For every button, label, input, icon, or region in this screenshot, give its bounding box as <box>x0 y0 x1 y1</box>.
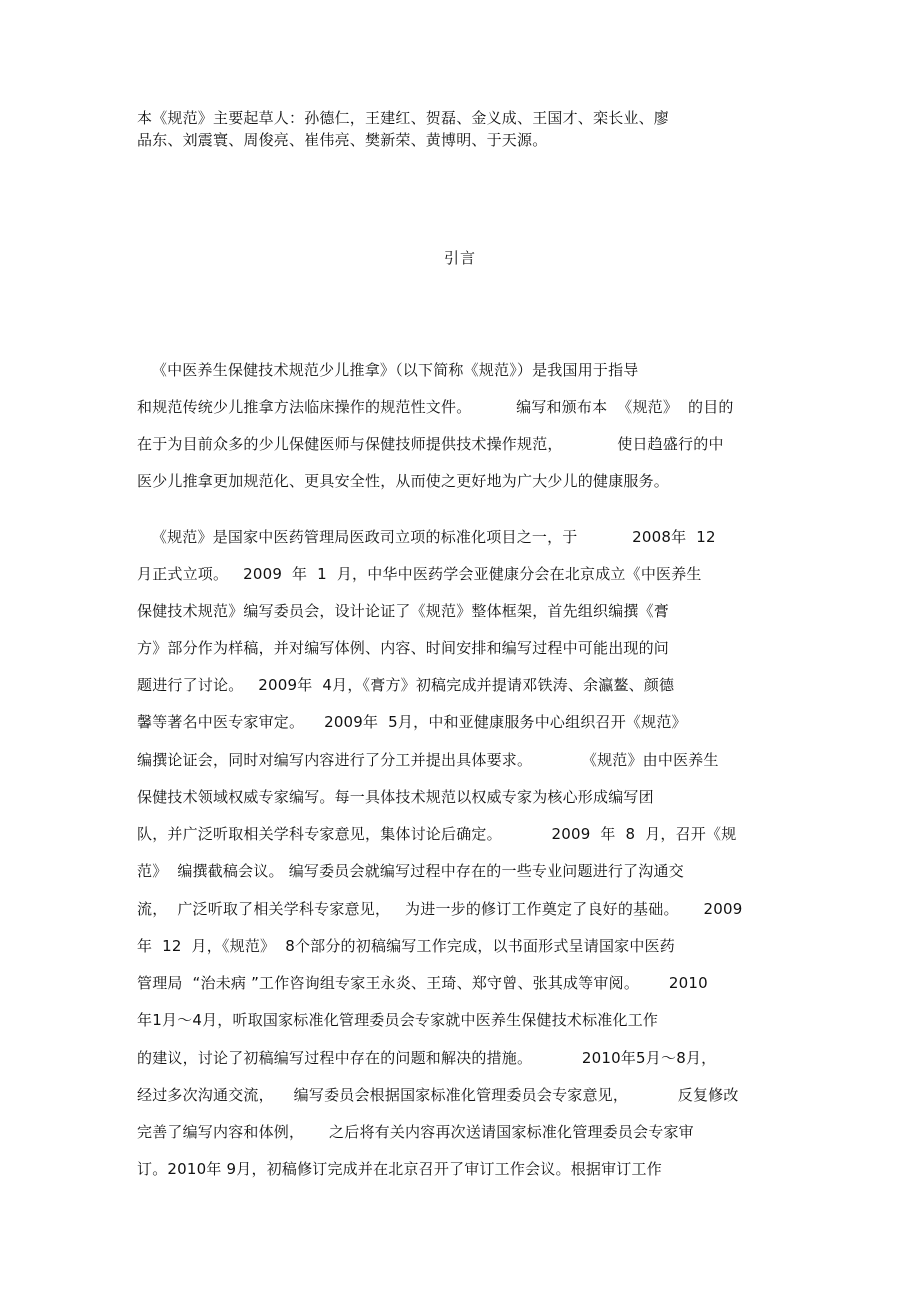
paragraph2-line-11: 流， 广泛听取了相关学科专家意见， 为进一步的修订工作奠定了良好的基础。 2009 <box>137 900 743 918</box>
paragraph2-line-10: 范》 编撰截稿会议。 编写委员会就编写过程中存在的一些专业问题进行了沟通交 <box>137 862 684 880</box>
paragraph2-line-18: 订。2010年 9月，初稿修订完成并在北京召开了审订工作会议。根据审订工作 <box>137 1160 662 1178</box>
paragraph2-line-2: 月正式立项。 2009 年 1 月，中华中医药学会亚健康分会在北京成立《中医养生 <box>137 565 702 583</box>
section-title: 引言 <box>443 249 476 267</box>
drafters-line-1: 本《规范》主要起草人：孙德仁，王建红、贺磊、金义成、王国才、栾长业、廖 <box>137 109 670 127</box>
paragraph2-line-12: 年 12 月，《规范》 8个部分的初稿编写工作完成，以书面形式呈请国家中医药 <box>137 937 675 955</box>
paragraph2-line-7: 编撰论证会，同时对编写内容进行了分工并提出具体要求。 《规范》由中医养生 <box>137 751 719 769</box>
paragraph2-line-16: 经过多次沟通交流， 编写委员会根据国家标准化管理委员会专家意见， 反复修改 <box>137 1086 739 1104</box>
paragraph2-line-4: 方》部分作为样稿，并对编写体例、内容、时间安排和编写过程中可能出现的问 <box>137 639 670 657</box>
paragraph1-line-2: 和规范传统少儿推拿方法临床操作的规范性文件。 编写和颁布本 《规范》 的目的 <box>137 398 734 416</box>
paragraph1-line-3: 在于为目前众多的少儿保健医师与保健技师提供技术操作规范， 使日趋盛行的中 <box>137 435 724 453</box>
drafters-line-2: 品东、刘震寰、周俊亮、崔伟亮、樊新荣、黄博明、于天源。 <box>137 131 548 149</box>
paragraph2-line-6: 馨等著名中医专家审定。 2009年 5月，中和亚健康服务中心组织召开《规范》 <box>137 713 687 731</box>
paragraph2-line-13: 管理局 “治未病 ”工作咨询组专家王永炎、王琦、郑守曾、张其成等审阅。 2010 <box>137 974 708 992</box>
paragraph2-line-9: 队，并广泛听取相关学科专家意见，集体讨论后确定。 2009 年 8 月，召开《规 <box>137 825 737 843</box>
paragraph2-line-3: 保健技术规范》编写委员会，设计论证了《规范》整体框架，首先组织编撰《膏 <box>137 602 670 620</box>
paragraph2-line-15: 的建议，讨论了初稿编写过程中存在的问题和解决的措施。 2010年5月～8月， <box>137 1049 717 1067</box>
paragraph2-line-14: 年1月～4月，听取国家标准化管理委员会专家就中医养生保健技术标准化工作 <box>137 1011 659 1029</box>
paragraph2-line-17: 完善了编写内容和体例， 之后将有关内容再次送请国家标准化管理委员会专家审 <box>137 1123 694 1141</box>
paragraph2-line-1: 《规范》是国家中医药管理局医政司立项的标准化项目之一，于 2008年 12 <box>137 528 716 546</box>
paragraph2-line-8: 保健技术领域权威专家编写。每一具体技术规范以权威专家为核心形成编写团 <box>137 788 654 806</box>
paragraph1-line-4: 医少儿推拿更加规范化、更具安全性，从而使之更好地为广大少儿的健康服务。 <box>137 472 670 490</box>
paragraph2-line-5: 题进行了讨论。 2009年 4月，《膏方》初稿完成并提请邓铁涛、余瀛鳌、颜德 <box>137 676 675 694</box>
paragraph1-line-1: 《中医养生保健技术规范少儿推拿》（以下简称《规范》）是我国用于指导 <box>137 361 639 379</box>
